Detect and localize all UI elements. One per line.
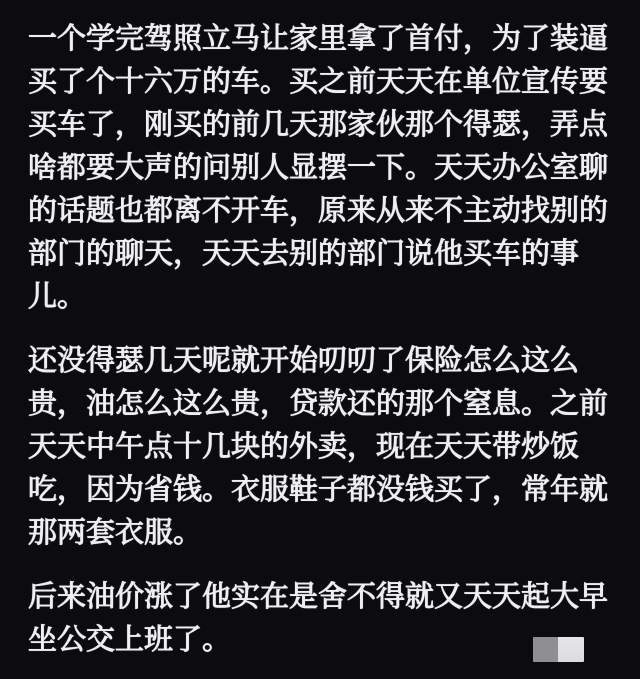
text-line: 后来油价涨了他实在是舍不得就又天天起大早 bbox=[28, 581, 609, 613]
text-line: 天天中午点十几块的外卖，现在天天带炒饭 bbox=[28, 431, 580, 463]
text-line: 坐公交上班了。 bbox=[28, 624, 232, 656]
text-line: 的话题也都离不开车，原来从来不主动找别的 bbox=[28, 195, 609, 227]
text-line: 一个学完驾照立马让家里拿了首付，为了装逼 bbox=[28, 23, 609, 55]
text-line: 那两套衣服。 bbox=[28, 517, 203, 549]
paragraph bbox=[28, 340, 612, 555]
text-line: 啥都要大声的问别人显摆一下。天天办公室聊 bbox=[28, 152, 609, 184]
text-line: 儿。 bbox=[28, 281, 87, 313]
censored-watermark bbox=[533, 637, 584, 662]
text-line: 吃，因为省钱。衣服鞋子都没钱买了，常年就 bbox=[28, 474, 609, 506]
text-line: 贵，油怎么这么贵，贷款还的那个窒息。之前 bbox=[28, 388, 609, 420]
text-line: 部门的聊天，天天去别的部门说他买车的事 bbox=[28, 238, 580, 270]
watermark-right-block bbox=[558, 637, 584, 662]
watermark-left-block bbox=[533, 637, 558, 662]
text-line: 买了个十六万的车。买之前天天在单位宣传要 bbox=[28, 66, 609, 98]
paragraph-list bbox=[28, 18, 612, 662]
text-line: 还没得瑟几天呢就开始叨叨了保险怎么这么 bbox=[28, 345, 580, 377]
text-line: 买车了，刚买的前几天那家伙那个得瑟，弄点 bbox=[28, 109, 609, 141]
paragraph bbox=[28, 576, 612, 662]
paragraph bbox=[28, 18, 612, 319]
